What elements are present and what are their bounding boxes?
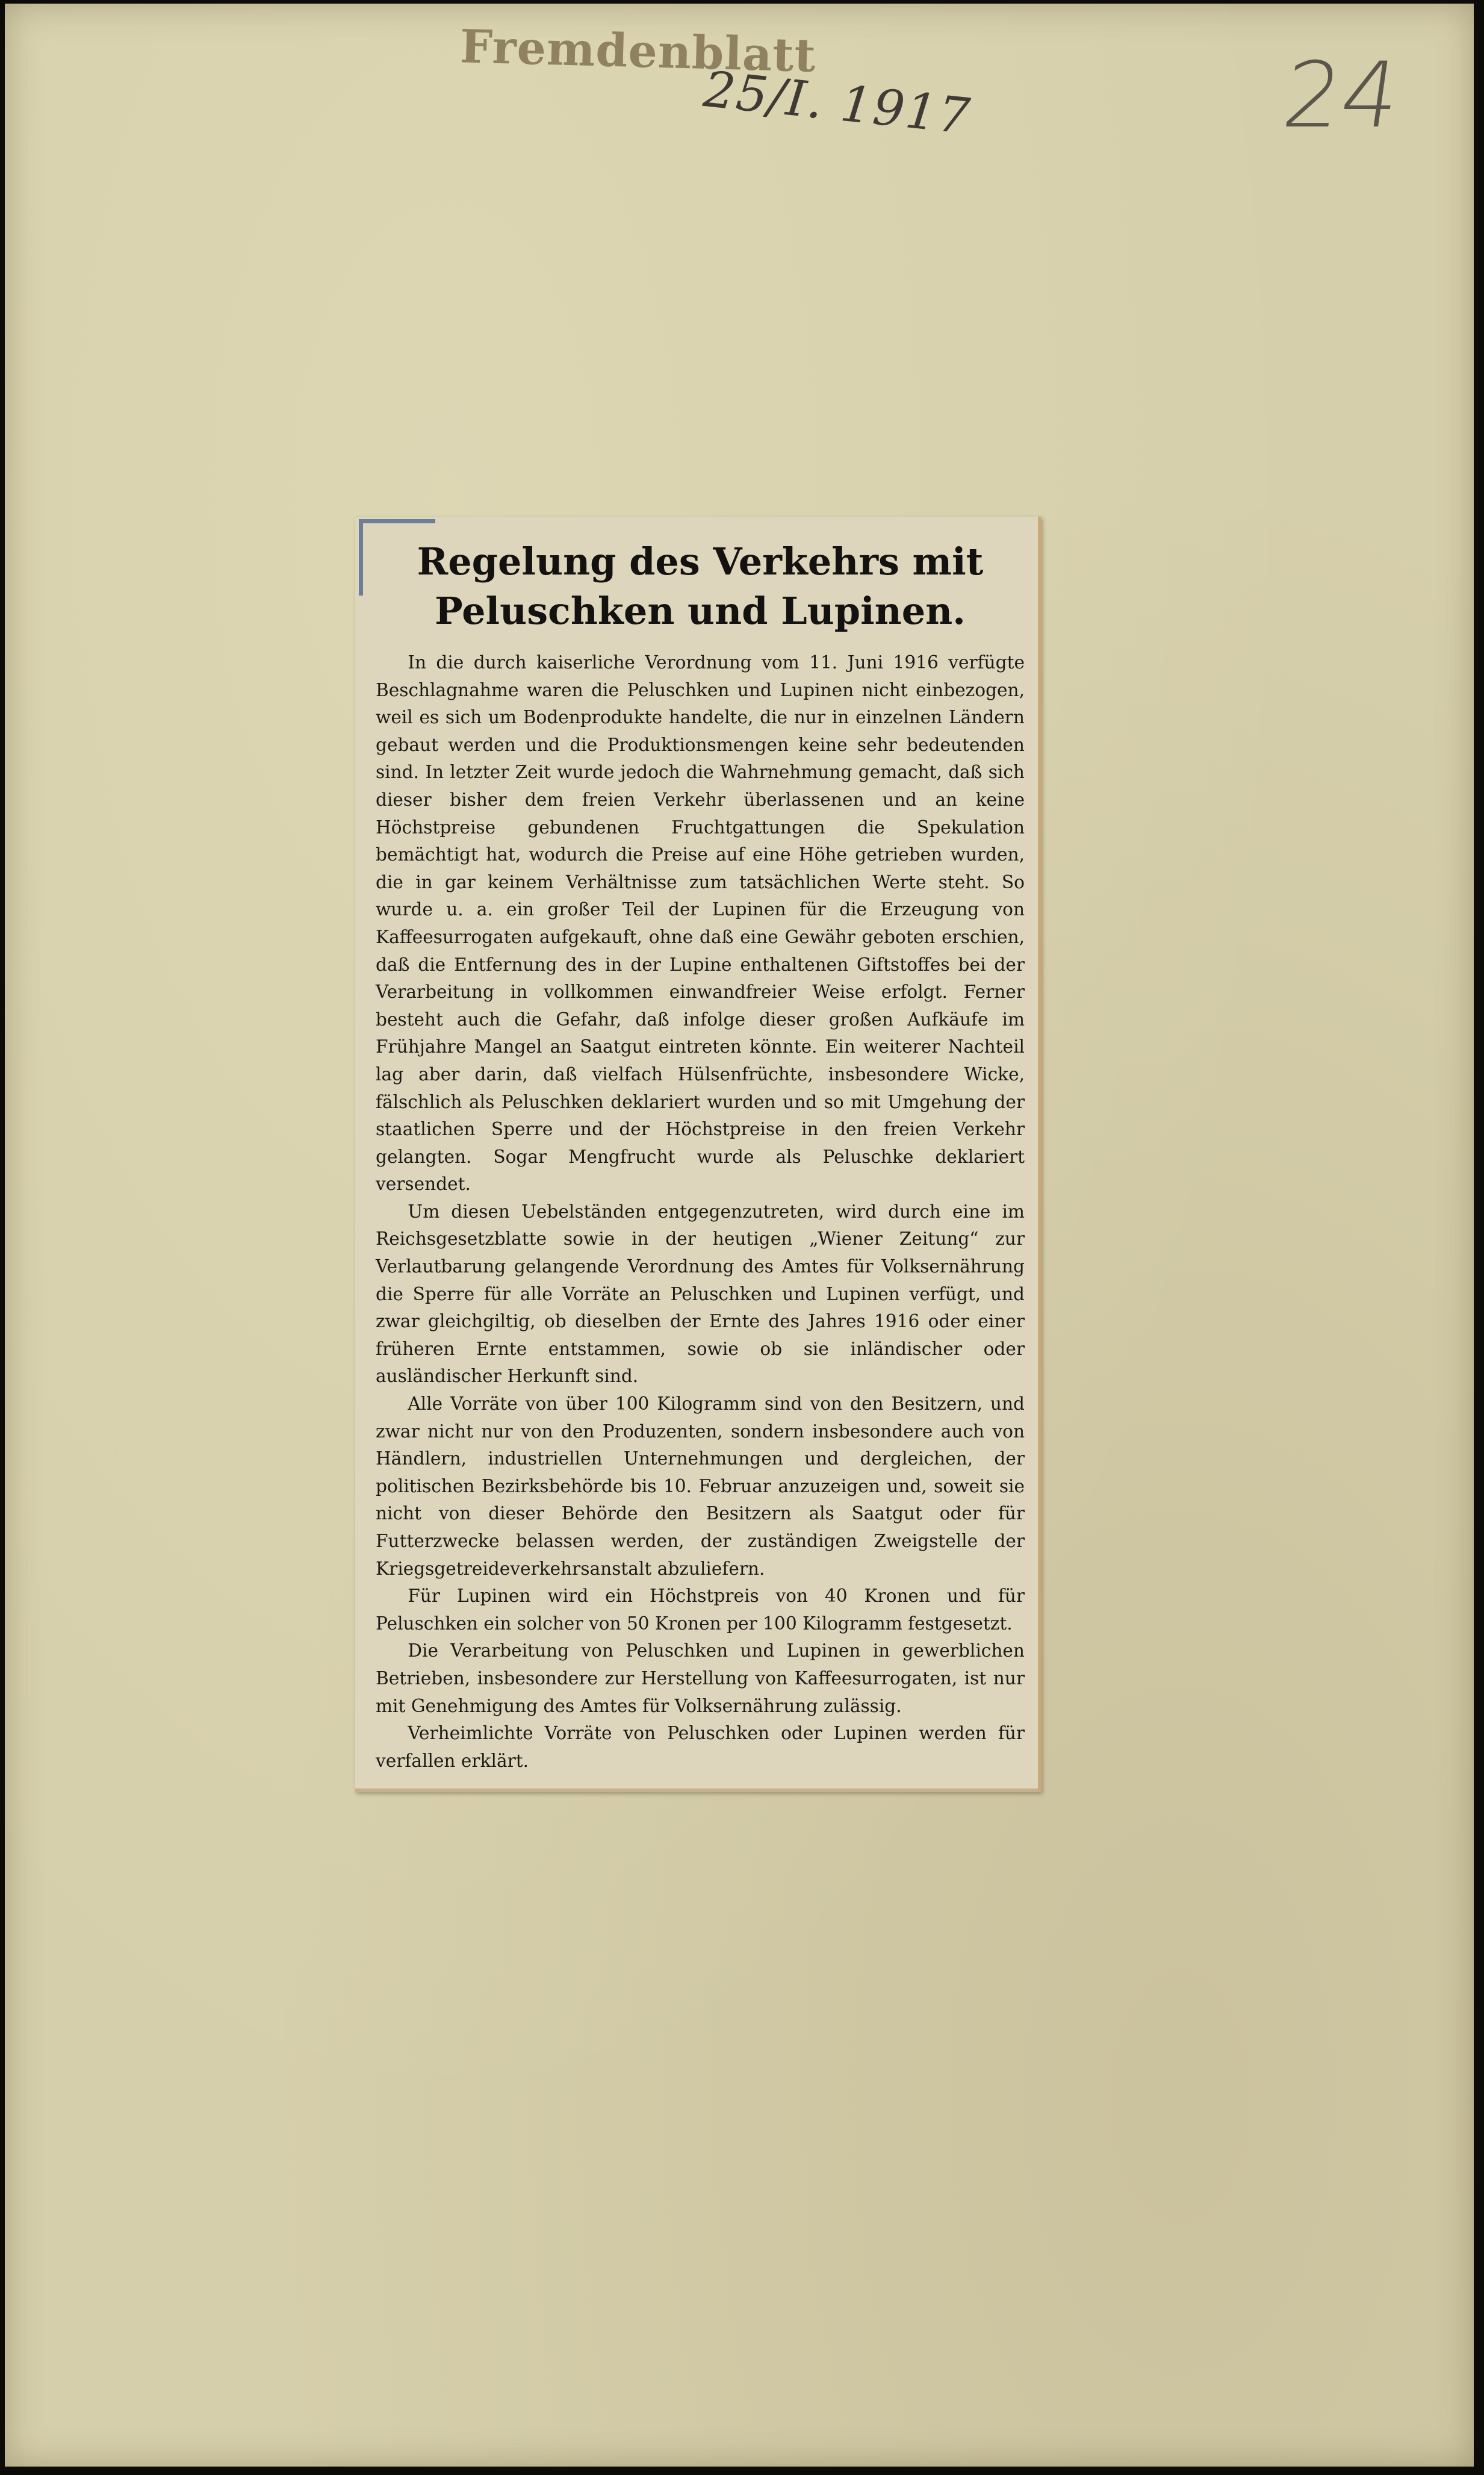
article-paragraph: Verheimlichte Vorräte von Peluschken oder Lupinen werden für verfallen erklärt.	[376, 1723, 1025, 1771]
article-body	[376, 649, 1025, 1775]
blue-pencil-mark	[359, 519, 435, 596]
article-paragraph: Um diesen Uebelständen entgegenzutreten, wird durch eine im Reichsgesetzblatte sowie in der heutigen „Wiener Zeitung“ zur Verlautbarung gelangende Verordnung des Amtes für Volksernährung die Sperre für alle Vorräte an Peluschken und Lupinen verfügt, und zwar gleichgiltig, ob dieselben der Ernte des Jahres 1916 oder einer früheren Ernte entstammen, sowie ob sie inländischer oder ausländischer Herkunft sind.	[376, 1201, 1025, 1387]
article-paragraph: Die Verarbeitung von Peluschken und Lupinen in gewerblichen Betrieben, insbesondere zur Herstellung von Kaffeesurrogaten, ist nur mit Genehmigung des Amtes für Volksernährung zulässig.	[376, 1640, 1025, 1716]
newspaper-stamp: Fremdenblatt	[459, 19, 817, 82]
article-headline: Regelung des Verkehrs mit Peluschken und Lupinen.	[417, 540, 984, 633]
article-paragraph: In die durch kaiserliche Verordnung vom 11. Juni 1916 verfügte Beschlagnahme waren die Peluschken und Lupinen nicht einbezogen, weil es sich um Bodenprodukte handelte, die nur in einzelnen Ländern gebaut werden und die Produktionsmengen keine sehr bedeutenden sind. In letzter Zeit wurde jedoch die Wahrnehmung gemacht, daß sich dieser bisher dem freien Verkehr überlassenen und an keine Höchstpreise gebundenen Fruchtgattungen die Spekulation bemächtigt hat, wodurch die Preise auf eine Höhe getrieben wurden, die in gar keinem Verhältnisse zum tatsächlichen Werte steht. So wurde u. a. ein großer Teil der Lupinen für die Erzeugung von Kaffeesurrogaten aufgekauft, ohne daß eine Gewähr geboten erschien, daß die Entfernung des in der Lupine enthaltenen Giftstoffes bei der Verarbeitung in vollkommen einwandfreier Weise erfolgt. Ferner besteht auch die Gefahr, daß infolge dieser großen Aufkäufe im Frühjahre Mangel an Saatgut eintreten könnte. Ein weiterer Nachteil lag aber darin, daß vielfach Hülsenfrüchte, insbesondere Wicke, fälschlich als Peluschken deklariert wurden und so mit Umgehung der staatlichen Sperre und der Höchstpreise in den freien Verkehr gelangten. Sogar Mengfrucht wurde als Peluschke deklariert versendet.	[376, 652, 1025, 1195]
handwritten-date: 25/I. 1917	[701, 60, 973, 146]
article-paragraph: Für Lupinen wird ein Höchstpreis von 40 Kronen und für Peluschken ein solcher von 50 Kronen per 100 Kilogramm festgesetzt.	[376, 1586, 1025, 1634]
newspaper-clipping	[355, 517, 1042, 1792]
article-paragraph: Alle Vorräte von über 100 Kilogramm sind von den Besitzern, und zwar nicht nur von den Produzenten, sondern insbesondere auch von Händlern, industriellen Unternehmungen und dergleichen, der politischen Bezirksbehörde bis 10. Februar anzuzeigen und, soweit sie nicht von dieser Behörde den Besitzern als Saatgut oder für Futterzwecke belassen werden, der zuständigen Zweigstelle der Kriegsgetreideverkehrsanstalt abzuliefern.	[376, 1393, 1025, 1579]
handwritten-page-number: 24	[1276, 43, 1407, 148]
archive-sheet	[5, 4, 1474, 2467]
